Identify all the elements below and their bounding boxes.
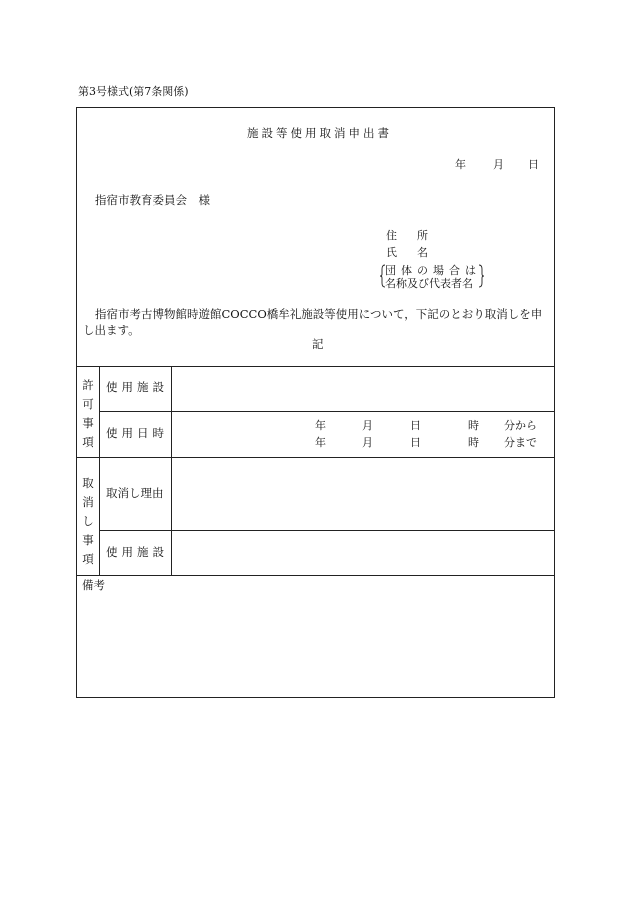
request-statement: 指宿市考古博物館時遊館COCCO橋牟礼施設等使用について，下記のとおり取消しを申し出ます。 [83, 307, 543, 337]
addressee: 指宿市教育委員会 様 [95, 193, 210, 207]
from-month-label: 月 [362, 419, 373, 432]
permit-facility-label: 使用施設 [106, 380, 168, 394]
date-month-label: 月 [493, 158, 504, 171]
date-day-label: 日 [528, 158, 539, 171]
from-minute-label: 分から [504, 419, 537, 432]
form-number-label: 第3号様式(第7条関係) [78, 85, 189, 98]
column-divider [99, 366, 100, 575]
to-year-label: 年 [315, 436, 326, 449]
section-divider [76, 457, 555, 458]
to-hour-label: 時 [468, 436, 479, 449]
ki-heading: 記 [312, 337, 324, 351]
row-divider [99, 530, 555, 531]
column-divider [171, 366, 172, 575]
section-divider [76, 366, 555, 367]
to-day-label: 日 [410, 436, 421, 449]
cancel-section-label: 取消し事項 [82, 476, 94, 566]
name-label: 氏名 [386, 246, 448, 259]
group-name-representative-label: 名称及び代表者名 [385, 277, 473, 290]
cancel-reason-label: 取消し理由 [106, 486, 164, 500]
permit-datetime-label: 使用日時 [106, 426, 168, 440]
date-year-label: 年 [455, 158, 466, 171]
address-label: 住所 [386, 229, 448, 242]
remarks-label: 備考 [82, 578, 105, 592]
to-minute-label: 分まで [504, 436, 537, 449]
section-divider [76, 575, 555, 576]
cancel-facility-label: 使用施設 [106, 545, 168, 559]
from-hour-label: 時 [468, 419, 479, 432]
row-divider [99, 411, 555, 412]
document-title: 施設等使用取消申出書 [247, 126, 392, 140]
to-month-label: 月 [362, 436, 373, 449]
from-year-label: 年 [315, 419, 326, 432]
permit-section-label: 許可事項 [82, 378, 94, 449]
group-case-label: 団体の場合は [385, 264, 481, 277]
from-day-label: 日 [410, 419, 421, 432]
